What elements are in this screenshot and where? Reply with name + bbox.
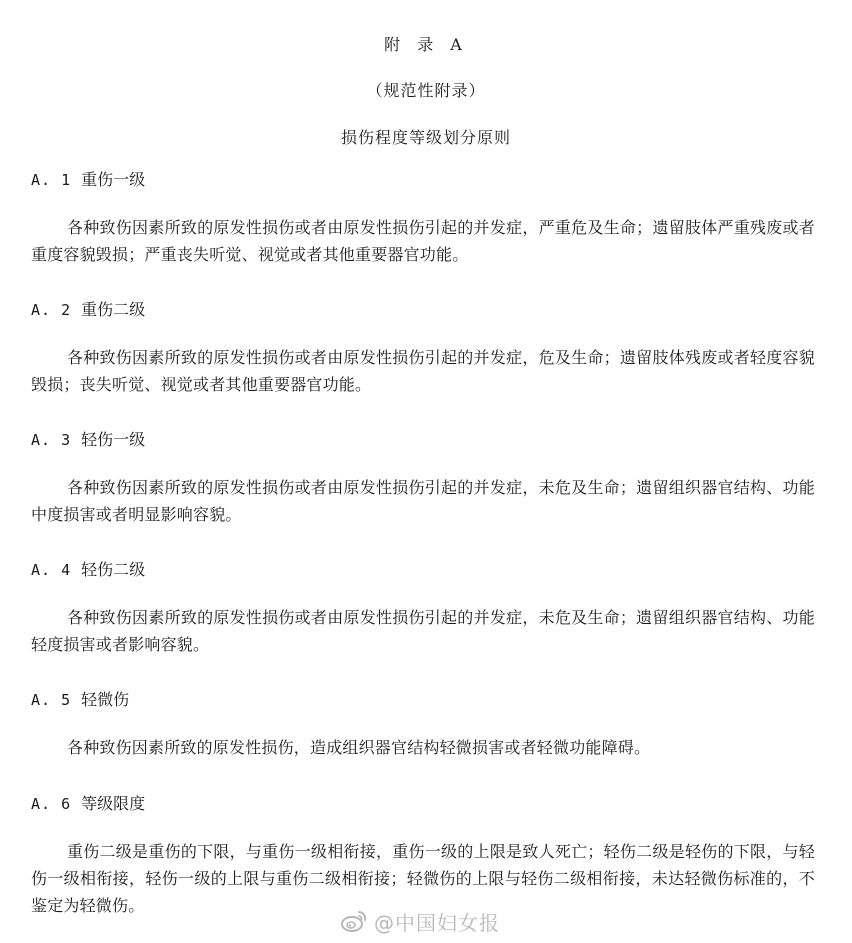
section-title: 等级限度 [81, 794, 146, 813]
document-title: 损伤程度等级划分原则 [340, 128, 511, 147]
section-number: A. 1 [31, 171, 72, 189]
section-body: 各种致伤因素所致的原发性损伤或者由原发性损伤引起的并发症，未危及生命；遗留组织器官结构、功能轻度损害或者影响容貌。 [31, 608, 815, 654]
section-number: A. 5 [31, 691, 72, 709]
watermark [340, 906, 500, 936]
section-number: A. 4 [31, 561, 72, 579]
section-heading [31, 557, 145, 580]
section-body: 各种致伤因素所致的原发性损伤，造成组织器官结构轻微损害或者轻微功能障碍。 [67, 738, 651, 757]
section-body: 重伤二级是重伤的下限，与重伤一级相衔接，重伤一级的上限是致人死亡；轻伤二级是轻伤的下限，与轻伤一级相衔接，轻伤一级的上限与重伤二级相衔接；轻微伤的上限与轻伤二级相衔接，未达轻微伤标准的，不鉴定为轻微伤。 [31, 842, 815, 915]
section-body: 各种致伤因素所致的原发性损伤或者由原发性损伤引起的并发症，危及生命；遗留肢体残废或者轻度容貌毁损；丧失听觉、视觉或者其他重要器官功能。 [31, 348, 815, 394]
watermark-text: @中国妇女报 [374, 910, 500, 935]
section-title: 轻伤二级 [81, 560, 146, 579]
section-number: A. 2 [31, 301, 72, 319]
section-heading [31, 427, 145, 450]
section-title: 重伤二级 [81, 300, 146, 319]
appendix-note: （规范性附录） [366, 81, 486, 100]
section-number: A. 6 [31, 795, 72, 813]
section-heading [31, 167, 145, 190]
section-title: 轻微伤 [81, 690, 130, 709]
section-title: 轻伤一级 [81, 430, 146, 449]
weibo-logo-icon [340, 909, 368, 933]
section-heading [31, 791, 145, 814]
section-body: 各种致伤因素所致的原发性损伤或者由原发性损伤引起的并发症，严重危及生命；遗留肢体严重残废或者重度容貌毁损；严重丧失听觉、视觉或者其他重要器官功能。 [31, 218, 815, 264]
section-body: 各种致伤因素所致的原发性损伤或者由原发性损伤引起的并发症，未危及生命；遗留组织器官结构、功能中度损害或者明显影响容貌。 [31, 478, 815, 524]
section-heading [31, 297, 145, 320]
section-heading [31, 687, 129, 710]
appendix-title: 附 录 A [384, 35, 468, 54]
section-title: 重伤一级 [81, 170, 146, 189]
section-number: A. 3 [31, 431, 72, 449]
